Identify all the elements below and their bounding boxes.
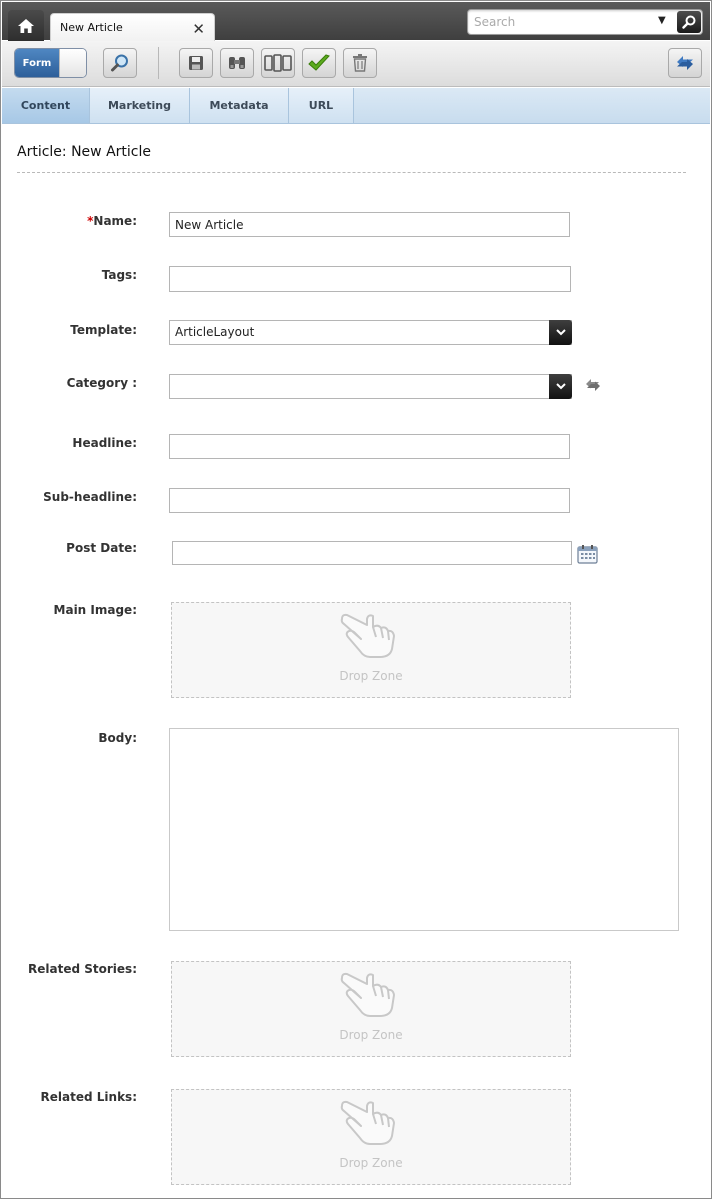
tab-content[interactable]: Content	[2, 88, 90, 123]
template-label: Template:	[70, 323, 137, 337]
search-input[interactable]	[472, 13, 652, 31]
search-box	[467, 9, 703, 35]
subheadline-field[interactable]	[169, 488, 570, 513]
template-dropdown-button[interactable]	[549, 320, 572, 345]
form-view-toggle[interactable]	[14, 48, 87, 78]
approve-button[interactable]	[302, 48, 336, 78]
required-marker: *	[87, 214, 94, 228]
main-image-label: Main Image:	[53, 603, 137, 617]
home-icon	[18, 19, 34, 33]
related-stories-drop-zone[interactable]	[171, 961, 571, 1057]
tags-field[interactable]	[169, 266, 571, 292]
delete-button[interactable]	[343, 48, 377, 78]
section-tabs	[2, 88, 710, 124]
chevron-down-icon	[556, 383, 566, 390]
template-value: ArticleLayout	[175, 325, 255, 339]
search-button[interactable]	[677, 11, 701, 33]
find-button[interactable]	[220, 48, 254, 78]
form-toggle-label: Form	[15, 49, 59, 77]
home-button[interactable]	[8, 10, 44, 42]
body-label: Body:	[98, 731, 137, 745]
page-title: Article: New Article	[17, 144, 151, 160]
drop-zone-label: Drop Zone	[339, 669, 403, 683]
pointing-hand-icon	[340, 970, 402, 1018]
trash-icon	[352, 54, 368, 72]
pointing-hand-icon	[340, 611, 402, 659]
drop-zone-label: Drop Zone	[339, 1028, 403, 1042]
preview-button[interactable]	[103, 48, 137, 78]
related-links-label: Related Links:	[40, 1090, 137, 1104]
headline-field[interactable]	[169, 434, 570, 459]
date-picker-button[interactable]	[577, 544, 598, 567]
headline-label: Headline:	[72, 436, 137, 450]
sync-icon	[584, 378, 602, 392]
save-button[interactable]	[179, 48, 213, 78]
category-dropdown-button[interactable]	[549, 374, 572, 399]
binoculars-icon	[227, 55, 247, 71]
template-select[interactable]	[169, 320, 572, 345]
calendar-icon	[577, 544, 598, 564]
save-icon	[188, 55, 204, 71]
document-tab[interactable]	[50, 13, 215, 42]
name-field[interactable]	[169, 212, 570, 237]
post-date-field[interactable]	[172, 541, 572, 565]
magnifier-icon	[110, 53, 130, 73]
pointing-hand-icon	[340, 1098, 402, 1146]
tab-marketing[interactable]: Marketing	[90, 88, 190, 123]
document-tab-title: New Article	[60, 21, 123, 34]
toolbar-divider	[158, 47, 159, 79]
chevron-down-icon	[556, 329, 566, 336]
category-select[interactable]	[169, 374, 572, 399]
post-date-label: Post Date:	[66, 541, 137, 555]
related-stories-label: Related Stories:	[28, 962, 137, 976]
refresh-button[interactable]	[668, 48, 702, 78]
name-label	[1, 214, 137, 228]
toolbar	[2, 41, 710, 87]
chevron-down-icon[interactable]: ▼	[658, 15, 666, 26]
sync-icon	[674, 54, 696, 72]
tab-url[interactable]: URL	[289, 88, 354, 123]
main-image-drop-zone[interactable]	[171, 602, 571, 698]
drop-zone-label: Drop Zone	[339, 1156, 403, 1170]
checkmark-icon	[308, 54, 330, 72]
title-divider	[17, 172, 686, 173]
tab-metadata[interactable]: Metadata	[190, 88, 289, 123]
related-links-drop-zone[interactable]	[171, 1089, 571, 1185]
top-bar	[2, 2, 710, 40]
tags-label: Tags:	[101, 268, 137, 282]
toggle-knob	[59, 49, 87, 77]
body-editor[interactable]	[169, 728, 679, 931]
search-icon	[682, 15, 696, 29]
subheadline-label: Sub-headline:	[43, 490, 137, 504]
category-refresh-button[interactable]	[584, 378, 602, 395]
device-preview-button[interactable]	[261, 48, 295, 78]
close-icon[interactable]: ✕	[192, 20, 205, 38]
name-label-text: Name:	[93, 214, 137, 228]
category-label: Category :	[66, 376, 137, 390]
devices-icon	[264, 54, 292, 72]
